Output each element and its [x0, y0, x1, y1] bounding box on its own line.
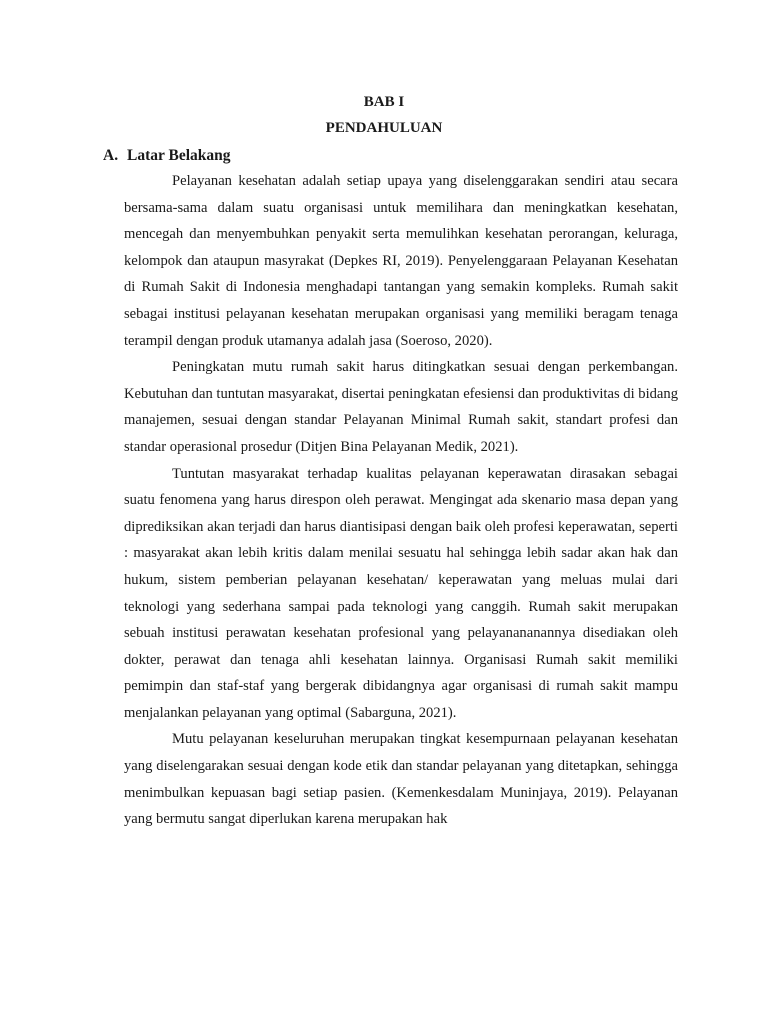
section-title: Latar Belakang: [127, 147, 231, 164]
paragraph-2: Peningkatan mutu rumah sakit harus ditingkatkan sesuai dengan perkembangan. Kebutuhan dan tuntutan masyarakat, disertai peningkatan efesiensi dan produktivitas di bidang manajemen, sesuai dengan standar Pelayanan Minimal Rumah sakit, standart profesi dan standar operasional prosedur (Ditjen Bina Pelayanan Medik, 2021).: [124, 359, 679, 455]
chapter-number: BAB I: [363, 94, 405, 110]
paragraph-1: Pelayanan kesehatan adalah setiap upaya yang diselenggarakan sendiri atau secara bersama-sama dalam suatu organisasi untuk memilihara dan meningkatkan kesehatan, mencegah dan menyembuhkan penyakit serta memulihkan kesehatan perorangan, keluraga, kelompok dan ataupun masyrakat (Depkes RI, 2019). Penyelenggaraan Pelayanan Kesehatan di Rumah Sakit di Indonesia menghadapi tantangan yang semakin kompleks. Rumah sakit sebagai institusi pelayanan kesehatan merupakan organisasi yang memiliki beragam tenaga terampil dengan produk utamanya adalah jasa (Soeroso, 2020).: [124, 173, 678, 349]
section-letter: A.: [103, 147, 119, 164]
body-text: [124, 168, 678, 833]
section-heading: [103, 147, 231, 165]
chapter-title: PENDAHULUAN: [325, 120, 443, 136]
paragraph-4: Mutu pelayanan keseluruhan merupakan tingkat kesempurnaan pelayanan kesehatan yang diselengarakan sesuai dengan kode etik dan standar pelayanan yang ditetapkan, sehingga menimbulkan kepuasan bagi setiap pasien. (Kemenkesdalam Muninjaya, 2019). Pelayanan yang bermutu sangat diperlukan karena merupakan hak: [124, 731, 678, 828]
paragraph-3: Tuntutan masyarakat terhadap kualitas pelayanan keperawatan dirasakan sebagai suatu fenomena yang harus direspon oleh perawat. Mengingat ada skenario masa depan yang diprediksikan akan terjadi dan harus diantisipasi dengan baik oleh profesi keperawatan, seperti : masyarakat akan lebih kritis dalam menilai sesuatu hal sehingga lebih sadar akan hak dan hukum, sistem pemberian pelayanan kesehatan/ keperawatan yang meluas mulai dari teknologi yang sederhana sampai pada teknologi yang canggih. Rumah sakit merupakan sebuah institusi perawatan kesehatan profesional yang pelayanananannya disediakan oleh dokter, perawat dan tenaga ahli kesehatan lainnya. Organisasi Rumah sakit memiliki pemimpin dan staf-staf yang bergerak dibidangnya agar organisasi di rumah sakit mampu menjalankan pelayanan yang optimal (Sabarguna, 2021).: [124, 465, 678, 721]
